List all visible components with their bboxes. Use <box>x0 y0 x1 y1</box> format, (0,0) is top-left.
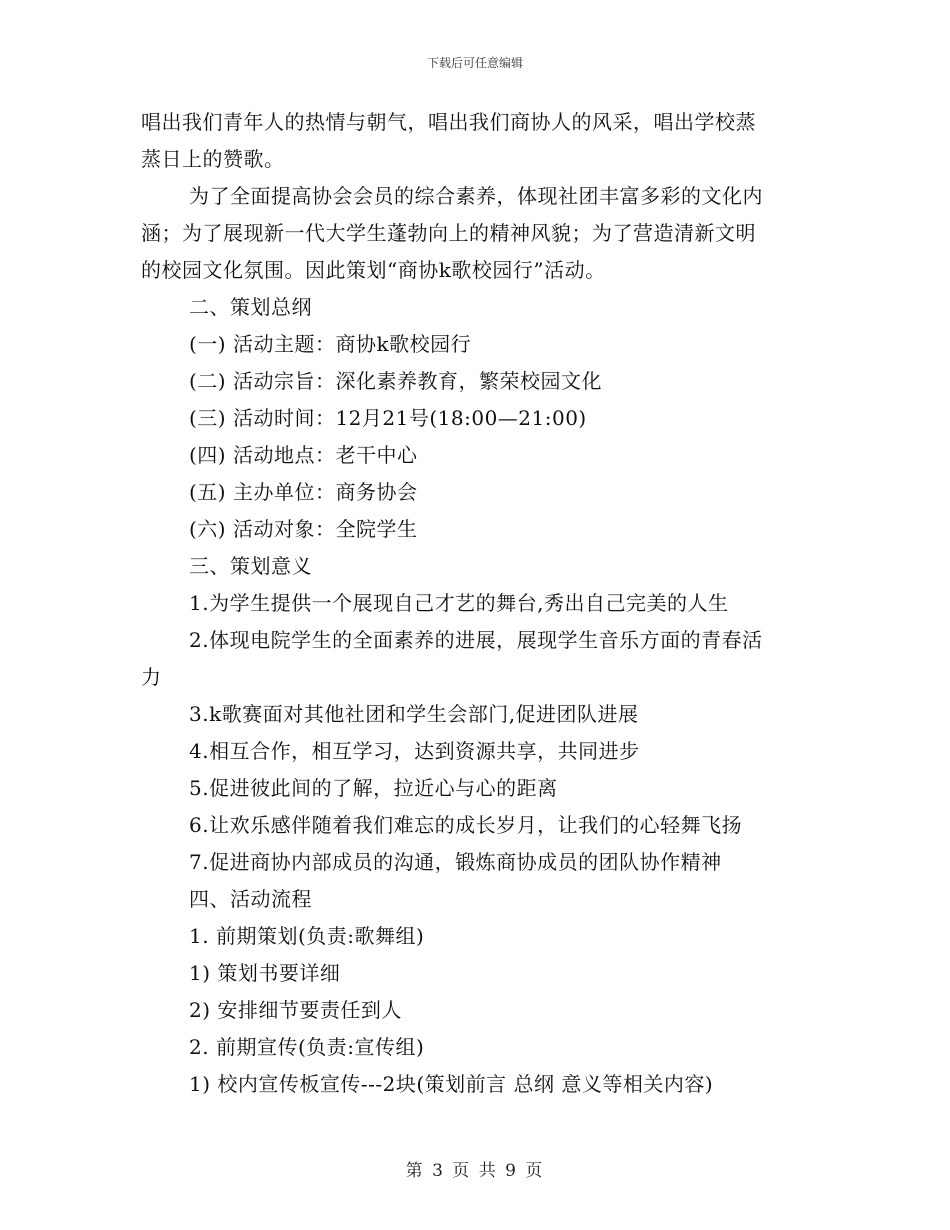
text-line: 涵；为了展现新一代大学生蓬勃向上的精神风貌；为了营造清新文明 <box>141 221 756 245</box>
text-line: 为了全面提高协会会员的综合素养，体现社团丰富多彩的文化内 <box>189 184 763 208</box>
text-line: 1) 校内宣传板宣传---2块(策划前言 总纲 意义等相关内容) <box>189 1072 714 1096</box>
text-line: (六) 活动对象：全院学生 <box>189 517 418 541</box>
page-footer: 第 3 页 共 9 页 <box>405 1161 545 1181</box>
text-line: 唱出我们青年人的热情与朝气，唱出我们商协人的风采，唱出学校蒸 <box>141 110 756 134</box>
text-line: 2) 安排细节要责任到人 <box>189 998 402 1022</box>
text-line: (四) 活动地点：老干中心 <box>189 443 418 467</box>
text-line: (一) 活动主题：商协k歌校园行 <box>189 332 472 356</box>
text-line: 的校园文化氛围。因此策划“商协k歌校园行”活动。 <box>141 258 606 282</box>
text-line: 力 <box>141 665 162 689</box>
page-header: 下载后可任意编辑 <box>426 56 523 70</box>
text-line: 5.促进彼此间的了解，拉近心与心的距离 <box>189 776 558 800</box>
text-line: 2. 前期宣传(负责:宣传组) <box>189 1035 425 1059</box>
text-line: (二) 活动宗旨：深化素养教育，繁荣校园文化 <box>189 369 602 393</box>
text-line: 4.相互合作，相互学习，达到资源共享，共同进步 <box>189 739 640 763</box>
text-line: 6.让欢乐感伴随着我们难忘的成长岁月，让我们的心轻舞飞扬 <box>189 813 743 837</box>
document-body <box>141 104 806 1103</box>
text-line: 三、策划意义 <box>189 554 312 578</box>
text-line: (五) 主办单位：商务协会 <box>189 480 418 504</box>
text-line: 1.为学生提供一个展现自己才艺的舞台,秀出自己完美的人生 <box>189 591 729 615</box>
text-line: 7.促进商协内部成员的沟通，锻炼商协成员的团队协作精神 <box>189 850 722 874</box>
text-line: 2.体现电院学生的全面素养的进展，展现学生音乐方面的青春活 <box>189 628 763 652</box>
text-line: 二、策划总纲 <box>189 295 312 319</box>
text-line: 1) 策划书要详细 <box>189 961 341 985</box>
text-line: (三) 活动时间：12月21号(18:00—21:00) <box>189 406 587 430</box>
text-line: 1. 前期策划(负责:歌舞组) <box>189 924 425 948</box>
text-line: 蒸日上的赞歌。 <box>141 147 285 171</box>
text-line: 3.k歌赛面对其他社团和学生会部门,促进团队进展 <box>189 702 639 726</box>
text-line: 四、活动流程 <box>189 887 312 911</box>
